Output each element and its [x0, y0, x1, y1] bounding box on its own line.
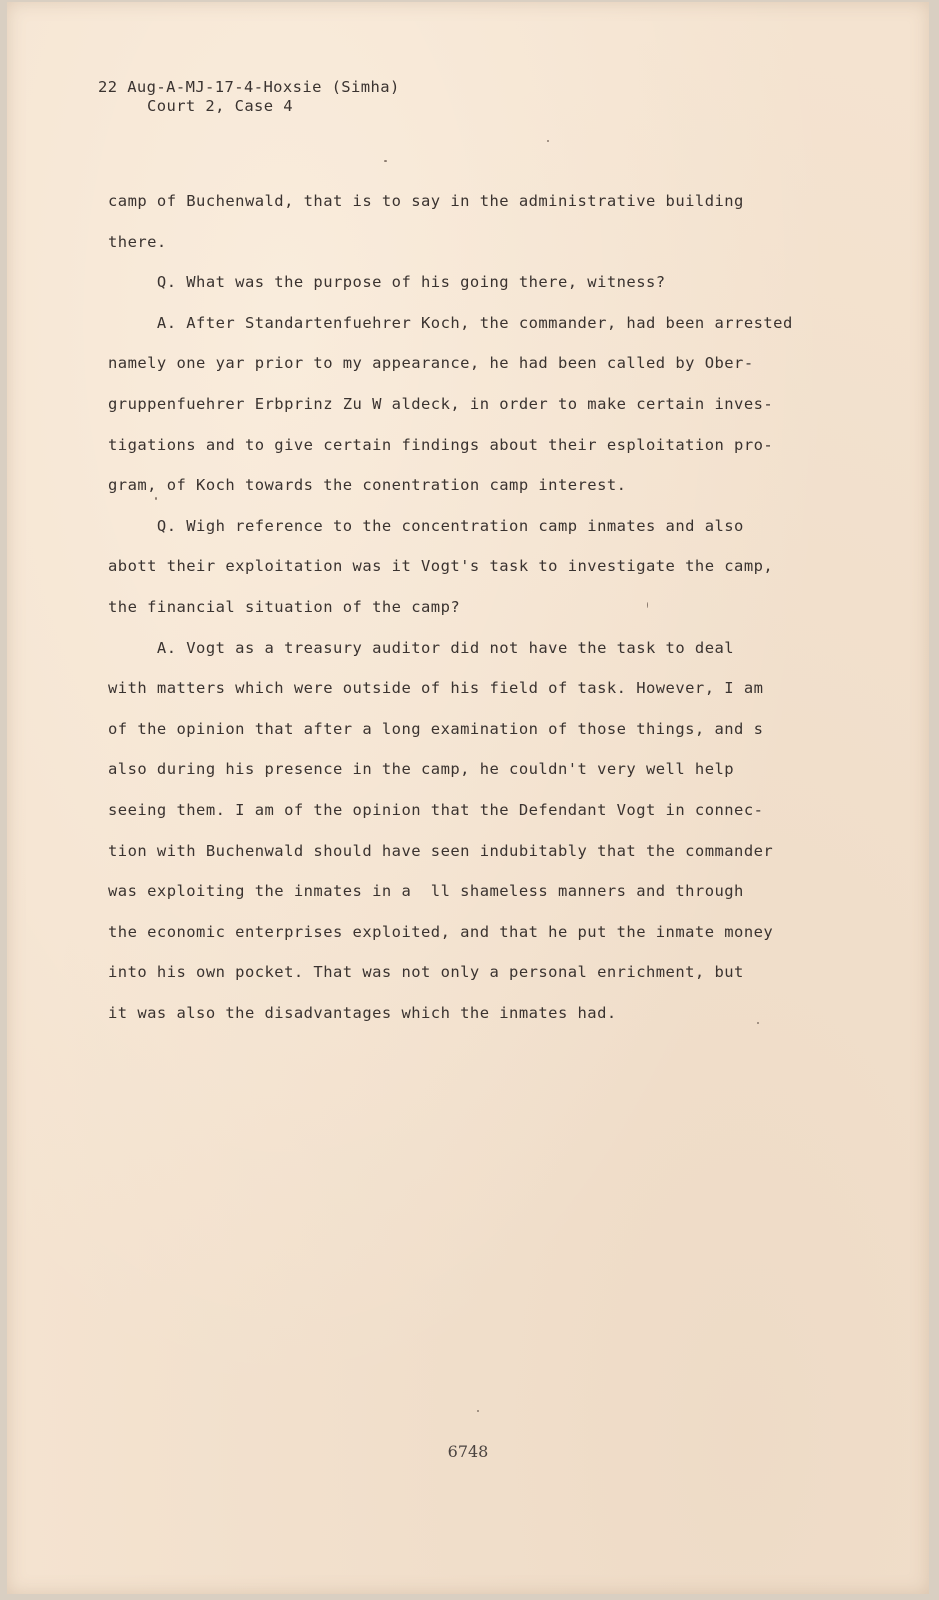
transcript-line: the economic enterprises exploited, and that he put the inmate money: [108, 922, 774, 941]
paper-speck: [155, 497, 157, 500]
transcript-line: abott their exploitation was it Vogt's task to investigate the camp,: [108, 557, 774, 576]
paper-speck: [647, 602, 648, 608]
paper-speck: [547, 140, 549, 142]
transcript-body: [108, 188, 793, 1040]
transcript-line: A. Vogt as a treasury auditor did not have the task to deal: [108, 638, 735, 657]
transcript-line: seeing them. I am of the opinion that the Defendant Vogt in connec-: [108, 800, 764, 819]
paper-speck: [384, 160, 387, 162]
transcript-line: tion with Buchenwald should have seen indubitably that the commander: [108, 841, 774, 860]
header-case-reference: 22 Aug-A-MJ-17-4-Hoxsie (Simha): [98, 78, 400, 96]
transcript-line: also during his presence in the camp, he couldn't very well help: [108, 760, 735, 779]
transcript-line: with matters which were outside of his field of task. However, I am: [108, 679, 764, 698]
transcript-line: gruppenfuehrer Erbprinz Zu W aldeck, in order to make certain inves-: [108, 394, 774, 413]
transcript-line: into his own pocket. That was not only a personal enrichment, but: [108, 963, 744, 982]
transcript-line: A. After Standartenfuehrer Koch, the commander, had been arrested: [108, 313, 793, 332]
transcript-line: namely one yar prior to my appearance, he had been called by Ober-: [108, 354, 754, 373]
transcript-line: camp of Buchenwald, that is to say in the administrative building: [108, 192, 744, 210]
transcript-line: Q. What was the purpose of his going there, witness?: [108, 273, 666, 292]
transcript-line: Q. Wigh reference to the concentration camp inmates and also: [108, 516, 744, 535]
transcript-line: of the opinion that after a long examination of those things, and s: [108, 719, 764, 738]
transcript-line: there.: [108, 232, 167, 251]
transcript-line: was exploiting the inmates in a ll shameless manners and through: [108, 882, 744, 901]
document-page: [7, 2, 929, 1594]
transcript-line: the financial situation of the camp?: [108, 597, 461, 616]
page-number: 6748: [447, 1442, 489, 1461]
transcript-line: gram, of Koch towards the conentration camp interest.: [108, 476, 627, 495]
transcript-line: tigations and to give certain findings about their esploitation pro-: [108, 435, 774, 454]
paper-speck: [477, 1410, 479, 1412]
paper-speck: [757, 1022, 759, 1024]
transcript-line: it was also the disadvantages which the inmates had.: [108, 1003, 617, 1022]
header-court-case: Court 2, Case 4: [147, 97, 293, 115]
